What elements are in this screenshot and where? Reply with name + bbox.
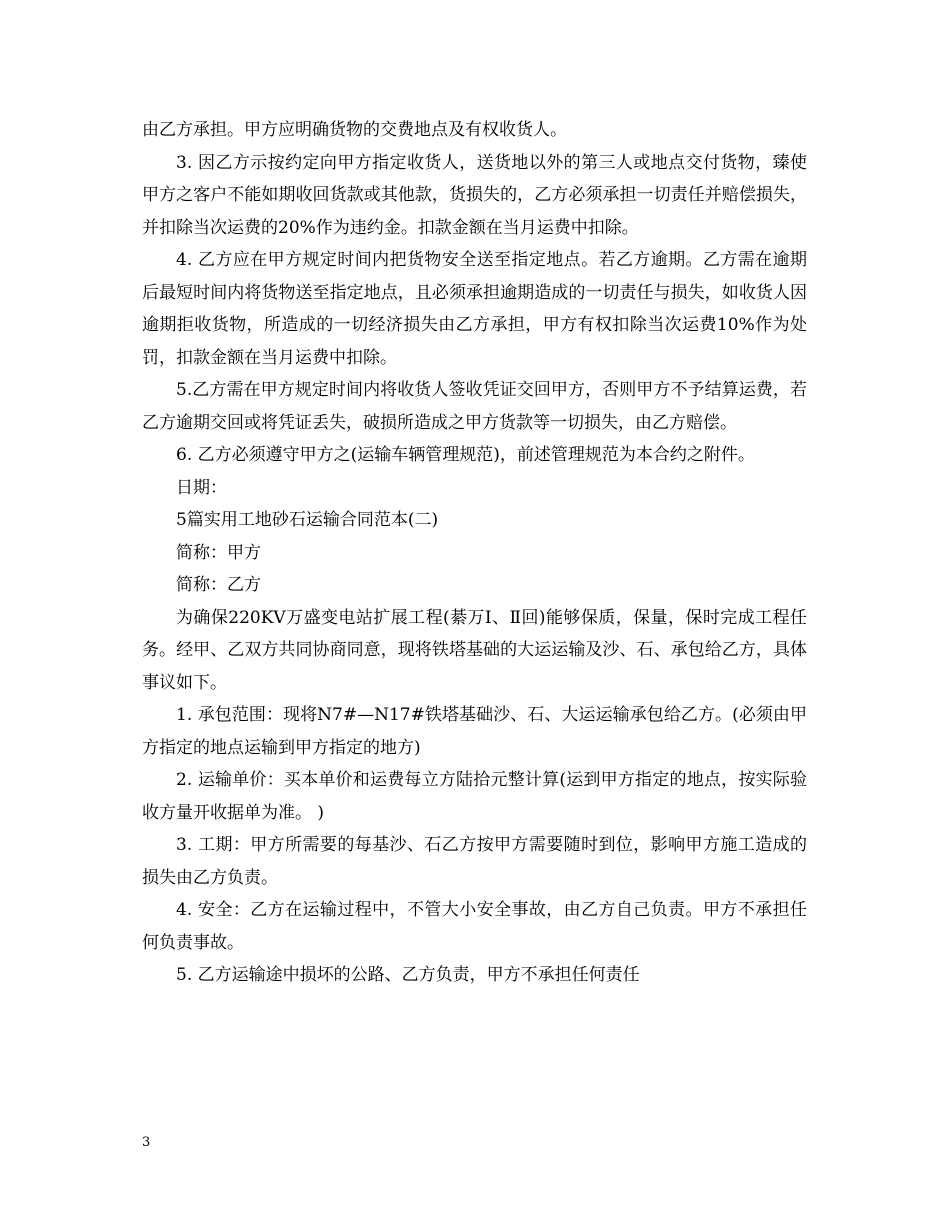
document-body: [142, 114, 807, 992]
clause-1: 1. 承包范围：现将N7#—N17#铁塔基础沙、石、大运运输承包给乙方。(必须由甲方指定的地点运输到甲方指定的地方): [142, 705, 807, 758]
paragraph-3: 4. 乙方应在甲方规定时间内把货物安全送至指定地点。若乙方逾期。乙方需在逾期后最短时间内将货物送至指定地点，且必须承担逾期造成的一切责任与损失，如收货人因逾期拒收货物，所造成的一切经济损失由乙方承担，甲方有权扣除当次运费10%作为处罚，扣款金额在当月运费中扣除。: [142, 250, 807, 368]
page-number: 3: [142, 1135, 151, 1150]
paragraph-1: 由乙方承担。甲方应明确货物的交费地点及有权收货人。: [142, 120, 567, 140]
party-a-line: 简称：甲方: [176, 542, 261, 563]
clause-2: 2. 运输单价：买本单价和运费每立方陆拾元整计算(运到甲方指定的地点，按实际验收方量开收据单为准。 ): [142, 770, 807, 823]
paragraph-2: 3. 因乙方示按约定向甲方指定收货人，送货地以外的第三人或地点交付货物，臻使甲方之客户不能如期收回货款或其他款，货损失的，乙方必须承担一切责任并赔偿损失，并扣除当次运费的20%作为违约金。扣款金额在当月运费中扣除。: [142, 152, 807, 238]
clause-5: 5. 乙方运输途中损坏的公路、乙方负责，甲方不承担任何责任: [176, 965, 640, 985]
date-line: 日期：: [176, 477, 227, 498]
clause-4: 4. 安全：乙方在运输过程中，不管大小安全事故，由乙方自己负责。甲方不承担任何负责事故。: [142, 900, 807, 953]
party-b-line: 简称：乙方: [176, 575, 261, 595]
paragraph-4: 5.乙方需在甲方规定时间内将收货人签收凭证交回甲方，否则甲方不予结算运费，若乙方逾期交回或将凭证丢失，破损所造成之甲方货款等一切损失，由乙方赔偿。: [142, 380, 807, 433]
section-title: 5篇实用工地砂石运输合同范本(二): [176, 510, 439, 530]
clause-3: 3. 工期：甲方所需要的每基沙、石乙方按甲方需要随时到位，影响甲方施工造成的损失由乙方负责。: [142, 835, 807, 888]
paragraph-5: 6. 乙方必须遵守甲方之(运输车辆管理规范)，前述管理规范为本合约之附件。: [176, 445, 755, 465]
preamble-paragraph: 为确保220KV万盛变电站扩展工程(綦万Ⅰ、Ⅱ回)能够保质，保量，保时完成工程任务。经甲、乙双方共同协商同意，现将铁塔基础的大运运输及沙、石、承包给乙方，具体事议如下。: [142, 607, 807, 693]
